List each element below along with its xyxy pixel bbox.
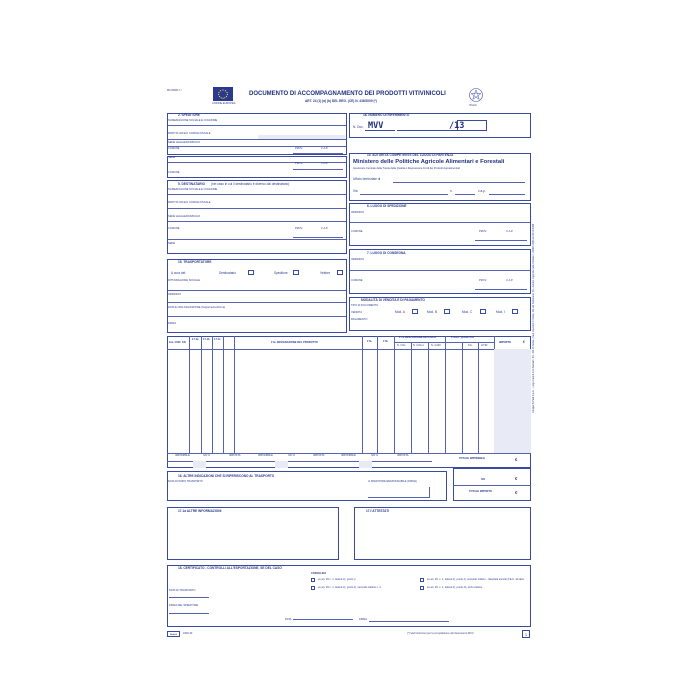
iva-euro: € [515, 476, 518, 481]
products-table [167, 336, 531, 468]
form-subtitle: ART. 24 (1) (a) (b) DEL REG. (CE) N. 436/2009 (*) [305, 99, 377, 103]
speditore-cap2-field[interactable] [293, 166, 343, 170]
model-code: MVVINR17 / [167, 89, 182, 92]
data-field[interactable] [293, 616, 353, 620]
trasp-indirizzo-label: INDIRIZZO [168, 293, 181, 296]
col-171c: 17.1c [214, 338, 221, 341]
data-label: DATA [285, 618, 292, 621]
speditore-sede-label: SEDE LEGALE/DOMICILIO [168, 141, 201, 144]
certificato-title: 18. CERTIFICATO - CONTROLLI ALL'ESPORTAZIONE, SE DEL CASO [178, 566, 282, 570]
destinatario-title: 5. DESTINATARIO [178, 182, 205, 186]
destinatario-cap-field[interactable] [293, 234, 343, 238]
section-altre-informazioni [167, 507, 339, 560]
consegna-cap-label: C.A.P. [506, 279, 514, 282]
speditore-cap2-label: C.A.P. [321, 162, 329, 165]
footer-note: (*) Vedi istruzioni per la compilazione del documento MVV [407, 632, 474, 635]
consegna-indirizzo-label: INDIRIZZO [351, 258, 364, 261]
firma18-label: FIRMA [359, 618, 368, 621]
sub-kg: KG. [468, 344, 473, 347]
consegna-cap-field[interactable] [475, 286, 527, 290]
vettore-checkbox[interactable] [337, 270, 343, 275]
importo-column [494, 349, 531, 453]
speditore-cap-field[interactable] [293, 147, 343, 154]
ministry-name: Ministero delle Politiche Agricole Alimentari e Forestali [353, 159, 505, 165]
altre-indicazioni-title: 16. ALTRE INDICAZIONI CHE SI RIFERISCONO AL TRASPORTO [178, 474, 275, 478]
destinatario-sede-label: SEDE LEGALE/DOMICILIO [168, 215, 201, 218]
speditore-firma-label: IL SPEDITORE RESPONSABILE (FIRMA) [368, 480, 418, 483]
speditore-firma-field[interactable] [368, 487, 430, 498]
firma-speditore-label: FIRMA DEL SPEDITORE [169, 604, 199, 607]
col-171a: 17.1a [192, 338, 199, 341]
speditore-name-label: NOME/RAGIONE SOCIALE E COGNOME [168, 119, 218, 122]
mod-c-checkbox[interactable] [480, 309, 486, 314]
col-importo-euro: € [523, 340, 525, 344]
data-ora-label: DATA E ORA ASSUNZIONE (Targa/mezzo/Firma) [168, 306, 226, 309]
opt-right-1-label: ex art. 26, c. 1, lettera b), punto ii), secondo trattino - rilasciata tramite P.E.C. ad altro [427, 578, 525, 581]
mod-a-checkbox[interactable] [412, 309, 418, 314]
speditore-sede2-label: SEDE [168, 156, 176, 159]
tipo-documento-label: TIPO DI DOCUMENTO [351, 304, 379, 307]
pagamento-label: PAGAMENTO [351, 318, 368, 321]
consegna-prov-label: PROV. [479, 279, 487, 282]
via-field[interactable] [360, 194, 448, 195]
ufficio-label: Ufficio territoriale di [353, 177, 381, 181]
spedizione-cap-label: C.A.P. [506, 230, 514, 233]
imposta-3-label: IMPOSTA [397, 454, 409, 457]
opt-left-1-checkbox[interactable] [311, 578, 315, 582]
n-label: n. [450, 189, 453, 193]
modalita-title: MODALITÀ DI VENDITA E DI PAGAMENTO [361, 298, 425, 302]
imposta-2-label: IMPOSTA [313, 454, 325, 457]
col-17b: 17b. [383, 340, 389, 343]
cap-label: c.a.p. [478, 189, 486, 193]
mod-b-label: Mod. B [427, 310, 438, 314]
destinatario-cap-label: C.A.P. [321, 227, 329, 230]
luogo-consegna-title: 7. LUOGO DI CONSEGNA [367, 251, 406, 255]
vettore-option-label: Vettore [320, 271, 331, 275]
mod-a-label: Mod. A [395, 310, 405, 314]
firma-label: FIRMA [168, 322, 177, 325]
autorita-title: 10. AUTORITÀ COMPETENTE DEL LUOGO DI PARTENZA [367, 153, 454, 157]
col-quantita: 17d.e.f. QUANTITA' [451, 336, 475, 339]
iva-3-label: IVA % [371, 454, 378, 457]
col-cod-cn: 11a. COD. CN [169, 341, 186, 344]
opt-right-1-checkbox[interactable] [420, 578, 424, 582]
col-importo: IMPORTO [499, 341, 512, 344]
speditore-option-label: Speditore [274, 271, 288, 275]
vendita-label: VENDITA [351, 311, 363, 314]
opt-left-2-label: ex art. 26 c. 1, lettera b), punto ii), secondo trattino c. 2 [318, 586, 381, 589]
luogo-spedizione-title: 6. LUOGO DI SPEDIZIONE [367, 204, 407, 208]
totale-imponibile-euro: € [515, 457, 518, 462]
destinatario-name-label: NOME/RAGIONE SOCIALE E COGNOME [168, 188, 218, 191]
destinatario-comune-label: COMUNE [168, 227, 180, 230]
spedizione-indirizzo-label: INDIRIZZO [351, 211, 364, 214]
footer-code: 1802.33 [183, 632, 193, 635]
destinatario-piva-label: PARTITA IVA E/O CODICE FISCALE [168, 201, 211, 204]
convalida-label: CONVALIDA [311, 572, 327, 575]
spedizione-comune-label: COMUNE [351, 230, 363, 233]
buffetti-logo: Buffetti [167, 631, 180, 637]
italy-emblem-icon [468, 87, 484, 103]
numero-riferimento-title: 1a. NUMERO DI RIFERIMENTO [363, 113, 410, 117]
sub-ncolli: N. COLLI [413, 344, 424, 347]
page-number: 1 [522, 630, 530, 638]
sub-ncari: N. CARI [431, 344, 441, 347]
speditore-title: 2. SPEDITORE [178, 113, 200, 117]
opt-right-2-checkbox[interactable] [420, 586, 424, 590]
col-17a: 17a. [367, 340, 373, 343]
eu-flag-icon [213, 87, 233, 101]
speditore-comune2-label: COMUNE [168, 171, 180, 174]
altre-informazioni-title: 17.1a ALTRE INFORMAZIONI [178, 509, 222, 513]
iva-1-label: IVA % [203, 454, 210, 457]
speditore-cap-label: C.A.P. [321, 147, 329, 150]
ufficio-field[interactable] [393, 182, 525, 183]
consegna-comune-label: COMUNE [351, 279, 363, 282]
iva-label: IVA [481, 478, 486, 481]
year-value: /13 [449, 121, 465, 131]
form-sheet: MVVINR17 / UNIONE EUROPEA DOCUMENTO DI ACCOMPAGNAMENTO DEI PRODOTTI VITIVINICOLI ART. 24 (1) (a) (b) DEL REG. (CE) N. 436/2009 (*) ITALIA 2. SPEDITORE NOME/RAGIONE SOCIALE E COGNOME PARTITA IVA E/O CODICE FISCALE SEDE LEGALE/DOMICILIO COMUNE PROV. C.A.P. SEDE PROV. C.A.P. COMUNE 1a. NUMERO DI RIFERIMENTO N. Doc. MVV /13 10. AUTORITÀ COMPETENTE DEL LUOGO DI PARTENZA Ministero delle Politiche Agricole Alimentari e Forestali Ispettorato Centrale della Tutela della Qualità e Repressione Frodi dei Prodotti Agroalimentari Ufficio territoriale di Via n. c.a.p. 5. DESTINATARIO (nel caso in cui il destinatario è diverso dal destinatario) NOME/RAGIONE SOCIALE E COGNOME PARTITA IVA E/O CODICE FISCALE SEDE LEGALE/DOMICILIO COMUNE PROV. C.A.P. SEDE 6. LUOGO DI SPEDIZIONE INDIRIZZO COMUNE PROV. C.A.P. 7. LUOGO DI CONSEGNA INDIRIZZO COMUNE PROV. C.A.P. 15. TRASPORTATORE A cura del: Destinatario Speditore Vettore DITTA/RAGIONE SOCIALE INDIRIZZO DATA E ORA ASSUNZIONE (Targa/mezzo/Firma) FIRMA MODALITÀ DI VENDITA E DI PAGAMENTO TIPO DI DOCUMENTO VENDITA PAGAMENTO Mod. A Mod. B Mod. C Mod. I 11a. COD. CN 17.1a 17.1b 17.1c 17a. DESIGNAZIONE DEL PRODOTTO 17a. 17b. 17.2 DESCRIZIONE DEI COLLI 17d.e.f. QUANTITA' IMPORTO € N. COL. N. COLLI N. CARI KG. LITRI IMPONIBILE IVA % IMPOSTA IMPONIBILE IVA % IMPOSTA IMPONIBILE IVA % IMPOSTA TOTALE IMPONIBILE € IVA € TOTALE IMPORTO € 16. ALTRE INDICAZIONI CHE SI RIFERISCONO AL TRASPORTO DATA DI INIZIO TRASPORTO IL SPEDITORE RESPONSABILE (FIRMA) 17.1a ALTRE INFORMAZIONI 17.f ATTESTATI 18. CERTIFICATO - CONTROLLI ALL'ESPORTAZIONE, SE DEL CASO CONVALIDA ex art. 26 c. 1, lettera b), punto i) ex art. 26 c. 1, lettera b), punto ii), secondo trattino c. 2 ex art. 26, c. 1, lettera b), punto ii), secondo trattino - rilasciata tramite P.E.C. ad altro ex art. 26, c. 1, lettera b), punto iii), terzo trattino DATA DI TRASPORTO FIRMA DEL SPEDITORE DATA FIRMA Buffetti 1802.33 (*) Vedi istruzioni per la compilazione del documento MVV 1 Gruppo Buffetti S.p.A. - Largo Caduti di El Alamein, 30 - 00173 Roma - Vedi Cauzioni in Roma, Via dei Sommersi, 46 - Autoriz. Agenzia delle Entrate n. 2009/11298 del 02/12/2009 [163, 83, 536, 651]
mod-c-label: Mod. C [462, 310, 473, 314]
mod-i-label: Mod. I [496, 310, 505, 314]
cap-field[interactable] [489, 194, 525, 195]
data-inizio-label: DATA DI INIZIO TRASPORTO [168, 480, 203, 483]
destinatario-prov-label: PROV. [295, 227, 303, 230]
section-attestati [354, 507, 531, 560]
col-descrizione-colli: 17.2 DESCRIZIONE DEI COLLI [399, 336, 437, 339]
col-171b: 17.1b [203, 338, 210, 341]
speditore-piva-label: PARTITA IVA E/O CODICE FISCALE [168, 132, 211, 135]
sub-litri: LITRI [481, 344, 488, 347]
ministry-dept: Ispettorato Centrale della Tutela della Qualità e Repressione Frodi dei Prodotti Agroalimentari [353, 167, 461, 170]
speditore-comune-label: COMUNE [168, 147, 180, 150]
destinatario-note: (nel caso in cui il destinatario è diverso dal destinatario) [211, 182, 290, 186]
attestati-title: 17.f ATTESTATI [366, 509, 390, 513]
via-label: Via [353, 189, 358, 193]
eu-label: UNIONE EUROPEA [212, 102, 236, 105]
italy-label: ITALIA [469, 104, 477, 107]
col-designazione: 17a. DESIGNAZIONE DEL PRODOTTO [271, 341, 318, 344]
serie-value: MVV [368, 121, 384, 131]
a-cura-label: A cura del: [171, 271, 187, 275]
trasportatore-title: 15. TRASPORTATORE [178, 260, 212, 264]
ditta-label: DITTA/RAGIONE SOCIALE [168, 279, 200, 282]
number-field[interactable] [397, 121, 457, 131]
mod-i-checkbox[interactable] [512, 309, 518, 314]
imposta-1-label: IMPOSTA [229, 454, 241, 457]
firma18-field[interactable] [369, 621, 449, 622]
data-trasporto-label: DATA DI TRASPORTO [169, 589, 196, 592]
firma-speditore-field[interactable] [169, 610, 209, 614]
spedizione-prov-label: PROV. [479, 230, 487, 233]
imponibile-1-label: IMPONIBILE [175, 454, 190, 457]
spedizione-cap-field[interactable] [475, 237, 527, 241]
mod-b-checkbox[interactable] [444, 309, 450, 314]
imponibile-2-label: IMPONIBILE [258, 454, 273, 457]
form-title: DOCUMENTO DI ACCOMPAGNAMENTO DEI PRODOTTI VITIVINICOLI [249, 91, 446, 97]
data-trasporto-field[interactable] [169, 594, 209, 598]
speditore-prov2-label: PROV. [295, 162, 303, 165]
imponibile-3-label: IMPONIBILE [341, 454, 356, 457]
opt-right-2-label: ex art. 26, c. 1, lettera b), punto iii), terzo trattino [427, 586, 483, 589]
totale-imponibile-label: TOTALE IMPONIBILE [459, 457, 485, 460]
opt-left-1-label: ex art. 26 c. 1, lettera b), punto i) [318, 578, 356, 581]
opt-left-2-checkbox[interactable] [311, 586, 315, 590]
destinatario-checkbox[interactable] [248, 270, 254, 275]
totale-importo-euro: € [515, 490, 518, 495]
totale-importo-label: TOTALE IMPORTO [469, 490, 492, 493]
destinatario-option-label: Destinatario [219, 271, 237, 275]
sub-ncol: N. COL. [397, 344, 407, 347]
speditore-checkbox[interactable] [293, 270, 299, 275]
iva-2-label: IVA % [288, 454, 295, 457]
n-doc-label: N. Doc. [353, 125, 364, 129]
speditore-prov-label: PROV. [295, 147, 303, 150]
destinatario-sede2-label: SEDE [168, 242, 176, 245]
